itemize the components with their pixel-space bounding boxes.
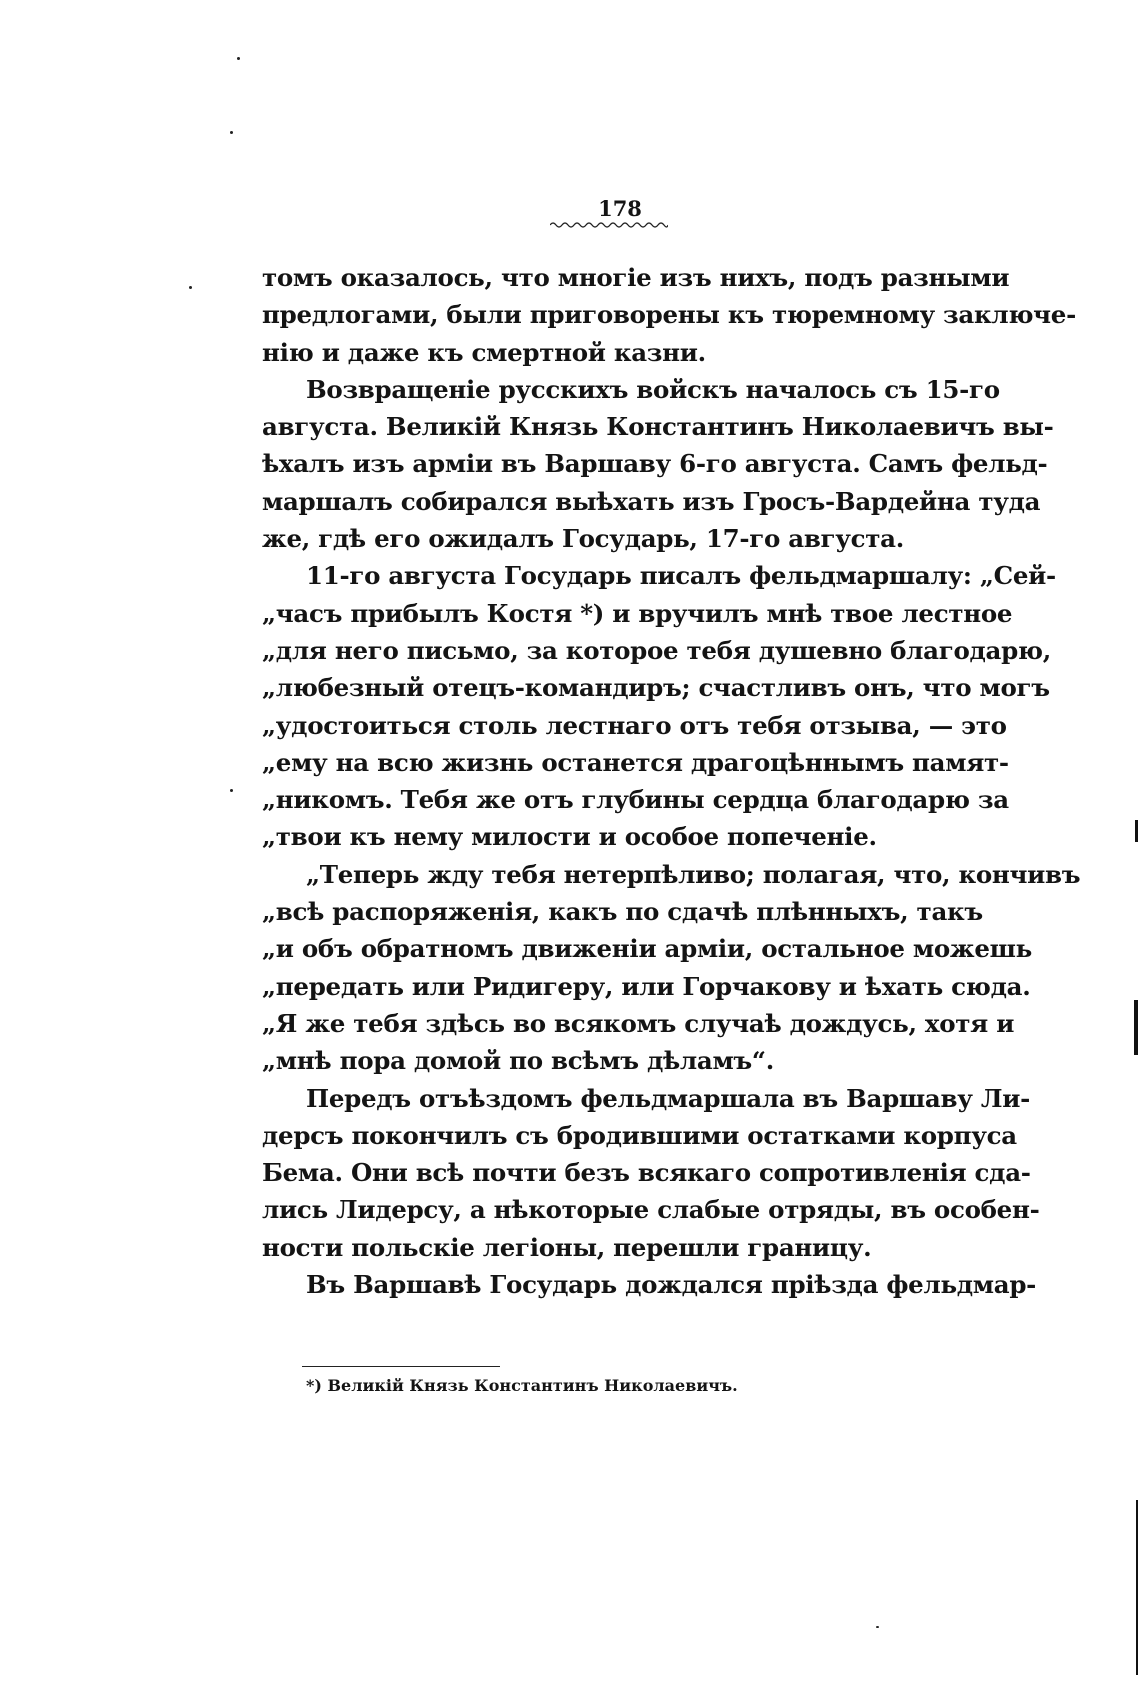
scan-speck (230, 131, 233, 134)
text-line: „любезный отецъ-командиръ; счастливъ онъ, что могъ (262, 673, 1050, 703)
text-line: лись Лидерсу, а нѣкоторые слабые отряды, въ особен- (262, 1195, 1040, 1225)
text-line: „Я же тебя здѣсь во всякомъ случаѣ дождусь, хотя и (262, 1008, 1015, 1038)
text-line: Въ Варшавѣ Государь дождался пріѣзда фельдмар- (306, 1270, 1037, 1300)
text-line: ности польскіе легіоны, перешли границу. (262, 1232, 872, 1262)
scan-speck (189, 286, 192, 289)
page-number: 178 (598, 196, 642, 221)
scan-edge-mark (1135, 820, 1138, 842)
body-text (262, 259, 1081, 1303)
text-line: „всѣ распоряженія, какъ по сдачѣ плѣнныхъ, такъ (262, 897, 983, 927)
scan-speck (876, 1626, 879, 1628)
text-line: же, гдѣ его ожидалъ Государь, 17-го августа. (262, 524, 904, 554)
text-line: Передъ отъѣздомъ фельдмаршала въ Варшаву Ли- (306, 1083, 1030, 1113)
text-line: томъ оказалось, что многіе изъ нихъ, подъ разными (262, 263, 1010, 292)
text-line: „и объ обратномъ движеніи арміи, остальное можешь (262, 934, 1032, 964)
page-number-ornament (550, 221, 668, 229)
text-line: „Теперь жду тебя нетерпѣливо; полагая, что, кончивъ (306, 859, 1081, 889)
text-line: 11-го августа Государь писалъ фельдмаршалу: „Сей- (306, 561, 1056, 591)
text-line: „часъ прибылъ Костя *) и вручилъ мнѣ твое лестное (262, 598, 1013, 628)
scan-speck (237, 57, 240, 60)
text-line: Возвращеніе русскихъ войскъ началось съ 15-го (306, 374, 1000, 404)
text-line: маршалъ собирался выѣхать изъ Гросъ-Вардейна туда (262, 486, 1041, 516)
text-line: августа. Великій Князь Константинъ Николаевичъ вы- (262, 412, 1054, 442)
text-line: „удостоиться столь лестнаго отъ тебя отзыва, — это (262, 710, 1007, 740)
scan-speck (230, 789, 233, 792)
text-line: „для него письмо, за которое тебя душевно благодарю, (262, 635, 1051, 665)
text-line: „ему на всю жизнь останется драгоцѣннымъ памят- (262, 747, 1009, 777)
text-line: „твои къ нему милости и особое попеченіе. (262, 822, 877, 852)
footnote: *) Великій Князь Константинъ Николаевичъ. (306, 1376, 738, 1395)
text-line: „никомъ. Тебя же отъ глубины сердца благодарю за (262, 785, 1009, 815)
text-line: „передать или Ридигеру, или Горчакову и ѣхать сюда. (262, 971, 1031, 1001)
scan-edge-mark (1136, 1500, 1138, 1675)
footnote-rule (302, 1366, 500, 1367)
text-line: „мнѣ пора домой по всѣмъ дѣламъ“. (262, 1046, 774, 1076)
text-line: Бема. Они всѣ почти безъ всякаго сопротивленія сда- (262, 1158, 1031, 1188)
text-line: ѣхалъ изъ арміи въ Варшаву 6-го августа. Самъ фельд- (262, 449, 1048, 479)
text-line: предлогами, были приговорены къ тюремному заключе- (262, 300, 1076, 330)
text-line: дерсъ покончилъ съ бродившими остатками корпуса (262, 1120, 1017, 1150)
scan-edge-mark (1134, 1000, 1138, 1055)
text-line: нію и даже къ смертной казни. (262, 337, 706, 367)
